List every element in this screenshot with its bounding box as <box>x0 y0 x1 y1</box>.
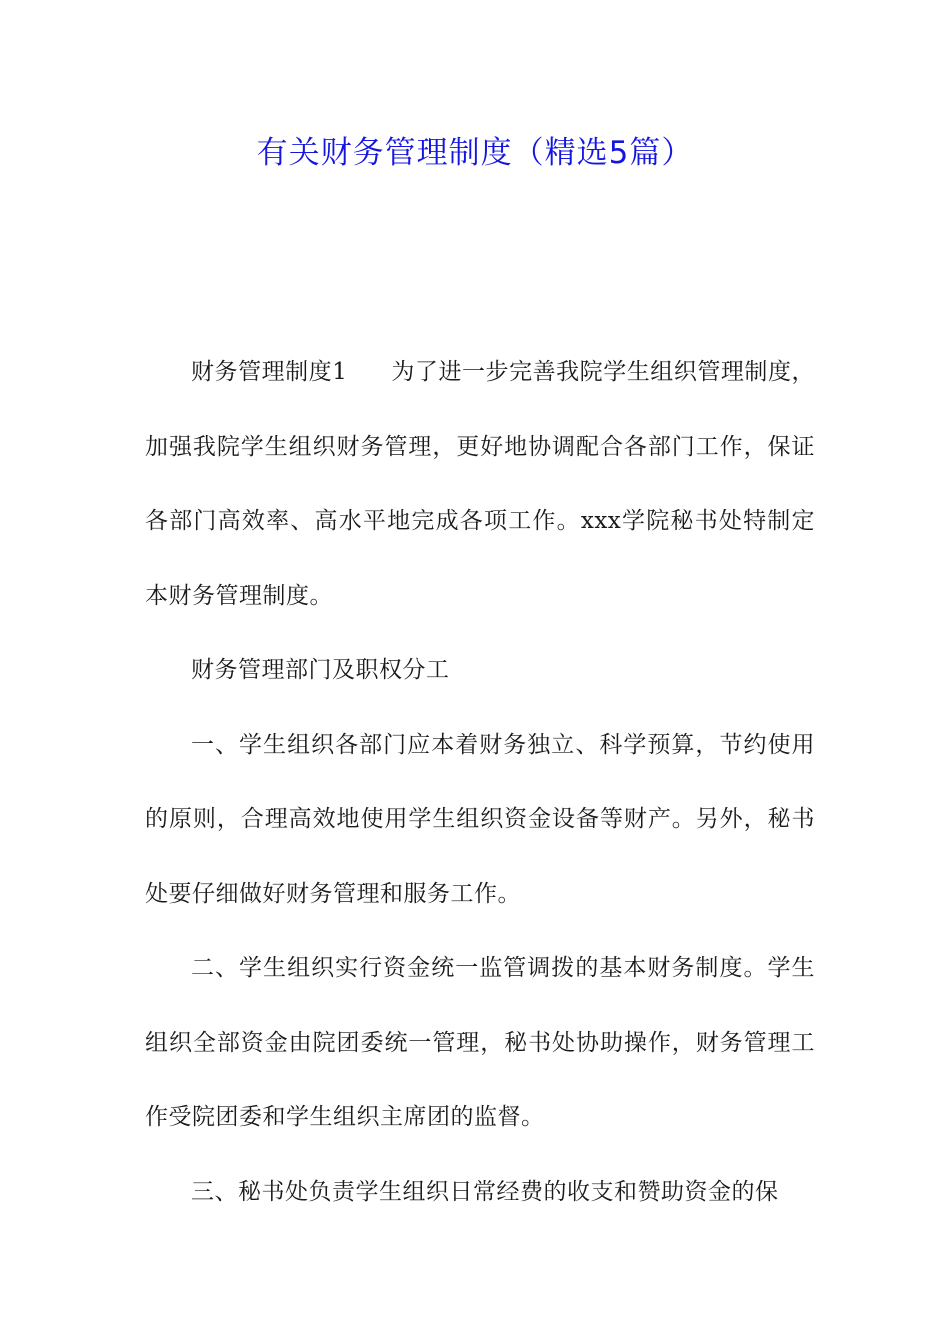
section-heading: 财务管理制度1 <box>191 359 348 385</box>
paragraph-3: 一、学生组织各部门应本着财务独立、科学预算，节约使用的原则，合理高效地使用学生组织资金设备等财产。另外，秘书处要仔细做好财务管理和服务工作。 <box>145 731 815 907</box>
document-title: 有关财务管理制度（精选5篇） <box>256 135 694 171</box>
paragraph-4: 二、学生组织实行资金统一监管调拨的基本财务制度。学生组织全部资金由院团委统一管理，秘书处协助操作，财务管理工作受院团委和学生组织主席团的监督。 <box>145 955 815 1130</box>
document-body <box>145 335 815 1229</box>
paragraph-1 <box>145 335 815 633</box>
paragraph-2: 财务管理部门及职权分工 <box>191 657 450 683</box>
paragraph-5: 三、秘书处负责学生组织日常经费的收支和赞助资金的保 <box>191 1178 779 1205</box>
paragraph-text: 为了进一步完善我院学生组织管理制度，加强我院学生组织财务管理，更好地协调配合各部门工作，保证各部门高效率、高水平地完成各项工作。xxx学院秘书处特制定本财务管理制度。 <box>145 359 816 609</box>
